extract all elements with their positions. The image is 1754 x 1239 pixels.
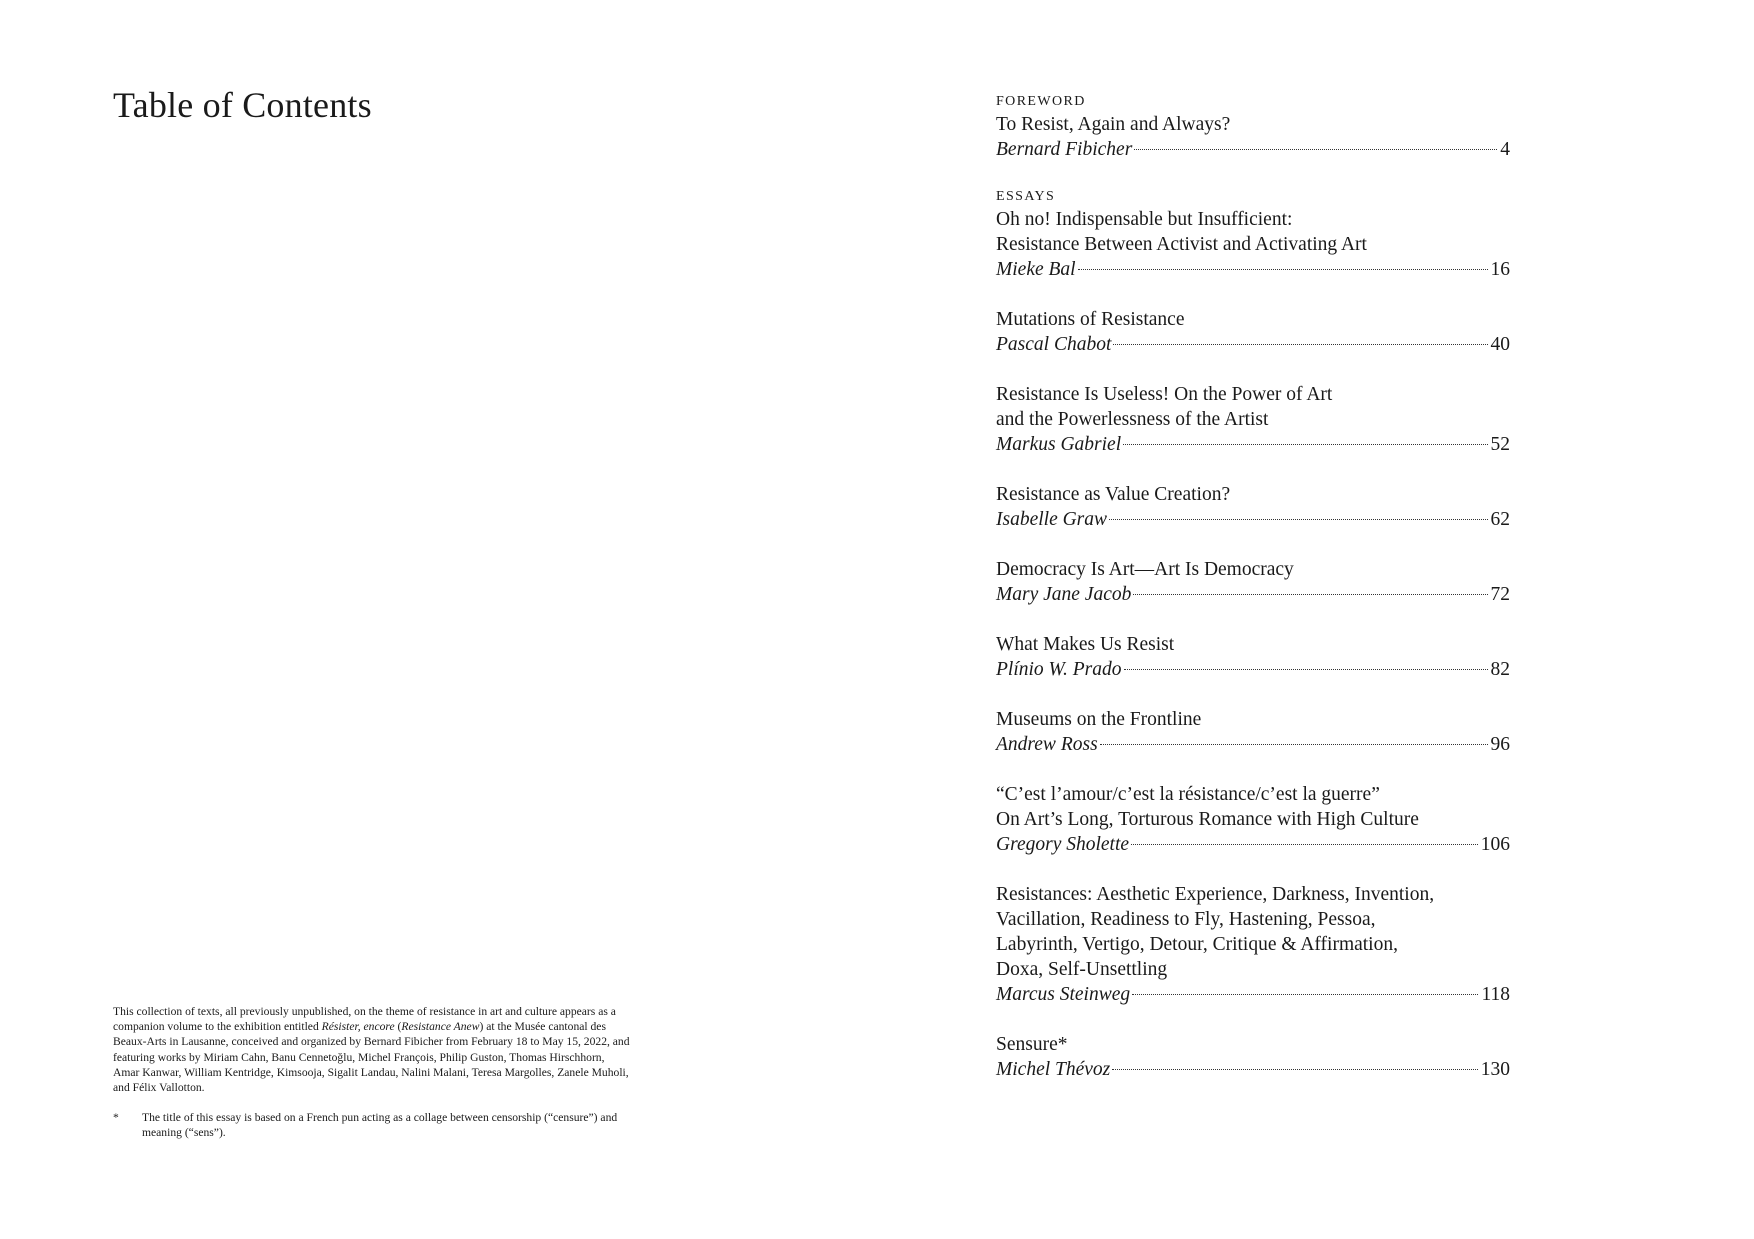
entry-page-number: 4 bbox=[1500, 139, 1510, 160]
entry-author: Plínio W. Prado bbox=[996, 659, 1122, 680]
dot-leader bbox=[1134, 149, 1497, 150]
entry-title-line: Museums on the Frontline bbox=[996, 709, 1202, 730]
dot-leader bbox=[1112, 1069, 1477, 1070]
entry-page-number: 130 bbox=[1480, 1059, 1510, 1080]
footnote-text: The title of this essay is based on a French pun acting as a collage between censorship (“censure”) and meaning (“sens”). bbox=[142, 1111, 618, 1140]
entry-author: Bernard Fibicher bbox=[996, 139, 1133, 160]
entry-author: Isabelle Graw bbox=[996, 509, 1108, 530]
entry-author: Markus Gabriel bbox=[996, 434, 1122, 455]
entry-title-line: Resistance as Value Creation? bbox=[996, 484, 1231, 505]
entry-title-line: Doxa, Self-Unsettling bbox=[996, 959, 1168, 980]
entry-page-number: 72 bbox=[1490, 584, 1510, 605]
entry-author: Michel Thévoz bbox=[996, 1059, 1111, 1080]
colophon-part1: This collection of texts, all previously unpublished, on the theme of resistance in art and culture appears as a companion volume to the exhibition entitled bbox=[113, 1005, 616, 1034]
toc-entry[interactable] bbox=[996, 207, 1510, 282]
toc-entry[interactable] bbox=[996, 382, 1510, 457]
entry-title-line: What Makes Us Resist bbox=[996, 634, 1175, 655]
dot-leader bbox=[1078, 269, 1488, 270]
footnote bbox=[113, 1110, 633, 1140]
entry-title-line: Resistance Between Activist and Activating Art bbox=[996, 234, 1367, 255]
entry-title-line: Oh no! Indispensable but Insufficient: bbox=[996, 209, 1293, 230]
entry-title-line: Democracy Is Art—Art Is Democracy bbox=[996, 559, 1294, 580]
entry-title-line: “C’est l’amour/c’est la résistance/c’est la guerre” bbox=[996, 784, 1380, 805]
dot-leader bbox=[1133, 594, 1487, 595]
toc-entry[interactable] bbox=[996, 707, 1510, 757]
entry-author-row bbox=[996, 832, 1510, 857]
dot-leader bbox=[1100, 744, 1488, 745]
colophon-part2: ( bbox=[394, 1020, 402, 1034]
entry-title-line: Sensure* bbox=[996, 1034, 1068, 1055]
entry-title-line: Resistance Is Useless! On the Power of Art bbox=[996, 384, 1333, 405]
entry-title-line: To Resist, Again and Always? bbox=[996, 114, 1231, 135]
entry-author-row bbox=[996, 332, 1510, 357]
toc-entry[interactable] bbox=[996, 782, 1510, 857]
dot-leader bbox=[1132, 994, 1478, 995]
entry-author: Gregory Sholette bbox=[996, 834, 1130, 855]
toc-entry[interactable] bbox=[996, 882, 1510, 1007]
toc-entry[interactable] bbox=[996, 632, 1510, 682]
entry-title-line: Labyrinth, Vertigo, Detour, Critique & Affirmation, bbox=[996, 934, 1398, 955]
entry-title-line: Resistances: Aesthetic Experience, Darkness, Invention, bbox=[996, 884, 1435, 905]
entry-title-line: and the Powerlessness of the Artist bbox=[996, 409, 1269, 430]
footnote-mark: * bbox=[113, 1111, 119, 1124]
exhibition-title-fr: Résister, encore bbox=[321, 1020, 395, 1034]
dot-leader bbox=[1124, 669, 1488, 670]
dot-leader bbox=[1113, 344, 1487, 345]
entry-page-number: 106 bbox=[1480, 834, 1510, 855]
dot-leader bbox=[1109, 519, 1487, 520]
entry-title-line: On Art’s Long, Torturous Romance with High Culture bbox=[996, 809, 1419, 830]
entry-author: Pascal Chabot bbox=[996, 334, 1112, 355]
entry-author-row bbox=[996, 507, 1510, 532]
colophon-text bbox=[113, 1004, 633, 1095]
entry-author: Mary Jane Jacob bbox=[996, 584, 1132, 605]
colophon-part3: ) at the Musée cantonal des Beaux-Arts in Lausanne, conceived and organized by Bernard Fibicher from February 18 to May 15, 2022, and featuring works by Miriam Cahn, Banu Cennetoğlu, Michel François, Philip Guston, Thomas Hirschhorn, Amar Kanwar, William Kentridge, Kimsooja, Sigalit Landau, Nalini Malani, Teresa Margolles, Zanele Muholi, and Félix Vallotton. bbox=[113, 1020, 630, 1095]
dot-leader bbox=[1123, 444, 1487, 445]
entry-title-line: Mutations of Resistance bbox=[996, 309, 1185, 330]
entry-author: Andrew Ross bbox=[996, 734, 1098, 755]
foreword-section bbox=[996, 92, 1510, 162]
toc-entry[interactable] bbox=[996, 307, 1510, 357]
entry-author-row bbox=[996, 432, 1510, 457]
essays-list bbox=[996, 207, 1510, 1082]
entry-page-number: 52 bbox=[1490, 434, 1510, 455]
entry-author-row bbox=[996, 982, 1510, 1007]
table-of-contents bbox=[996, 92, 1510, 1107]
section-label-foreword: FOREWORD bbox=[996, 94, 1086, 109]
entry-author-row bbox=[996, 137, 1510, 162]
entry-author: Marcus Steinweg bbox=[996, 984, 1131, 1005]
entry-author-row bbox=[996, 657, 1510, 682]
entry-page-number: 96 bbox=[1490, 734, 1510, 755]
entry-author-row bbox=[996, 1057, 1510, 1082]
entry-author-row bbox=[996, 732, 1510, 757]
entry-author-row bbox=[996, 582, 1510, 607]
page-title: Table of Contents bbox=[113, 85, 372, 125]
toc-entry[interactable] bbox=[996, 112, 1510, 162]
entry-page-number: 16 bbox=[1490, 259, 1510, 280]
entry-page-number: 40 bbox=[1490, 334, 1510, 355]
exhibition-title-en: Resistance Anew bbox=[401, 1020, 480, 1034]
section-label-essays: ESSAYS bbox=[996, 189, 1056, 204]
colophon bbox=[113, 1004, 633, 1095]
dot-leader bbox=[1131, 844, 1478, 845]
toc-entry[interactable] bbox=[996, 1032, 1510, 1082]
toc-entry[interactable] bbox=[996, 557, 1510, 607]
entry-page-number: 118 bbox=[1481, 984, 1510, 1005]
entry-page-number: 82 bbox=[1490, 659, 1510, 680]
entry-title-line: Vacillation, Readiness to Fly, Hastening, Pessoa, bbox=[996, 909, 1376, 930]
entry-author-row bbox=[996, 257, 1510, 282]
entry-page-number: 62 bbox=[1490, 509, 1510, 530]
entry-author: Mieke Bal bbox=[996, 259, 1076, 280]
toc-entry[interactable] bbox=[996, 482, 1510, 532]
